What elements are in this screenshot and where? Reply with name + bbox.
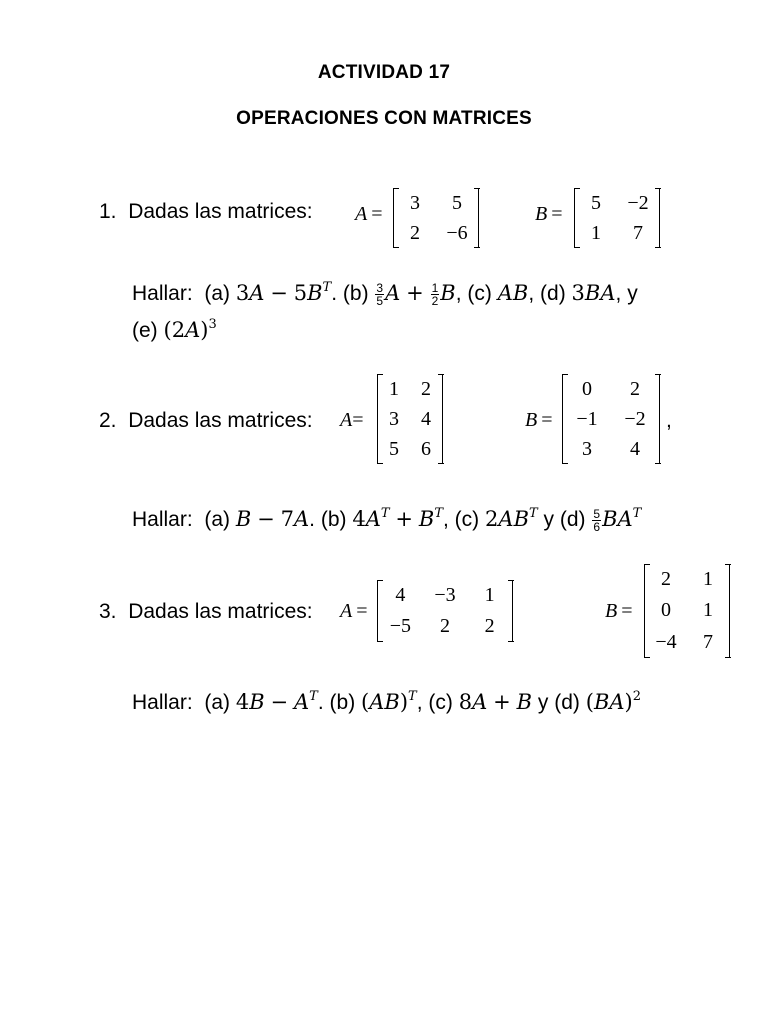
problem-1-matrix-a-label: A =: [355, 203, 383, 225]
matrix-cell: 3: [410, 191, 420, 214]
matrix-cell: 4: [630, 437, 640, 460]
matrix-cell: 2: [410, 221, 420, 244]
matrix-cell: 6: [421, 437, 431, 460]
problem-3-matrix-b: [644, 564, 730, 658]
page-subtitle: OPERACIONES CON MATRICES: [236, 108, 532, 129]
matrix-cell: 5: [591, 191, 601, 214]
problem-1-number: 1.: [99, 200, 117, 223]
matrix-cell: 1: [703, 599, 713, 622]
problem-2-matrix-a: [377, 374, 443, 464]
matrix-cell: −2: [627, 191, 649, 214]
page-title: ACTIVIDAD 17: [317, 62, 451, 83]
matrix-cell: 3: [582, 437, 592, 460]
matrix-cell: 2: [661, 568, 671, 591]
matrix-cell: 2: [421, 377, 431, 400]
fraction-three-fifths: $\frac{3}{5}$: [376, 280, 384, 308]
problem-2-matrix-b-label: B =: [525, 409, 553, 431]
problem-2-tasks: Hallar: (a) B − 7A. (b) $4A^T + B^T$, (c) $2AB^T$ y (d) $\frac{5}{6}$ $BA^T$: [132, 506, 642, 534]
matrix-cell: 4: [395, 584, 406, 606]
matrix-cell: 7: [633, 221, 643, 244]
matrix-cell: −1: [576, 407, 598, 430]
matrix-cell: 1: [591, 221, 601, 244]
fraction-one-half: $\frac{1}{2}$: [431, 280, 439, 308]
problem-2-matrix-a-label: A=: [340, 409, 364, 431]
problem-1-matrix-b: [574, 188, 660, 248]
matrix-cell: −6: [446, 221, 468, 244]
matrix-cell: 2: [630, 377, 640, 400]
problem-3-statement: [99, 598, 313, 626]
problem-1-matrix-a: [393, 188, 479, 248]
problem-2-prompt: Dadas las matrices:: [128, 409, 313, 432]
problem-3-matrix-a: [377, 580, 513, 642]
problem-1-tasks-line-1: Hallar: (a) $3A - 5B^T$. (b) $\frac{3}{5}$ A + $\frac{1}{2}$ B, (c) AB, (d) 3BA, y: [132, 280, 638, 308]
problem-2-number: 2.: [99, 409, 117, 432]
problem-2-trailing-comma: ,: [666, 409, 672, 432]
problem-3-tasks: Hallar: (a) $4B - A^T$. (b) (AB)$^T$, (c) 8A + B y (d) (BA)$^2$: [132, 689, 642, 714]
matrix-cell: −2: [624, 407, 646, 430]
matrix-cell: 1: [703, 568, 713, 591]
matrix-cell: 3: [389, 407, 399, 430]
matrix-cell: 5: [452, 191, 462, 214]
problem-1-statement: [99, 198, 313, 226]
problem-1-tasks-line-2: (e) $(2A)^3$: [132, 317, 217, 342]
problem-1-prompt: Dadas las matrices:: [128, 200, 313, 223]
matrix-cell: 5: [389, 437, 399, 460]
problem-2-matrix-b: [562, 374, 660, 464]
matrix-cell: −4: [655, 630, 677, 653]
matrix-cell: 4: [421, 407, 431, 430]
matrix-cell: −5: [389, 615, 411, 637]
problem-2-statement: [99, 407, 313, 435]
problem-3-prompt: Dadas las matrices:: [128, 600, 313, 623]
matrix-cell: −3: [434, 584, 456, 606]
matrix-cell: 2: [484, 615, 495, 637]
matrix-cell: 7: [703, 630, 713, 653]
matrix-cell: 0: [582, 377, 592, 400]
problem-1-matrix-b-label: B =: [535, 203, 563, 225]
matrix-cell: 1: [389, 377, 399, 400]
fraction-five-sixths: $\frac{5}{6}$: [593, 506, 601, 534]
problem-3-number: 3.: [99, 600, 117, 623]
problem-3-matrix-b-label: B =: [605, 600, 633, 622]
matrix-cell: 0: [661, 599, 671, 622]
problem-3-matrix-a-label: A =: [340, 600, 368, 622]
matrix-cell: 1: [484, 584, 495, 606]
matrix-cell: 2: [439, 615, 450, 637]
